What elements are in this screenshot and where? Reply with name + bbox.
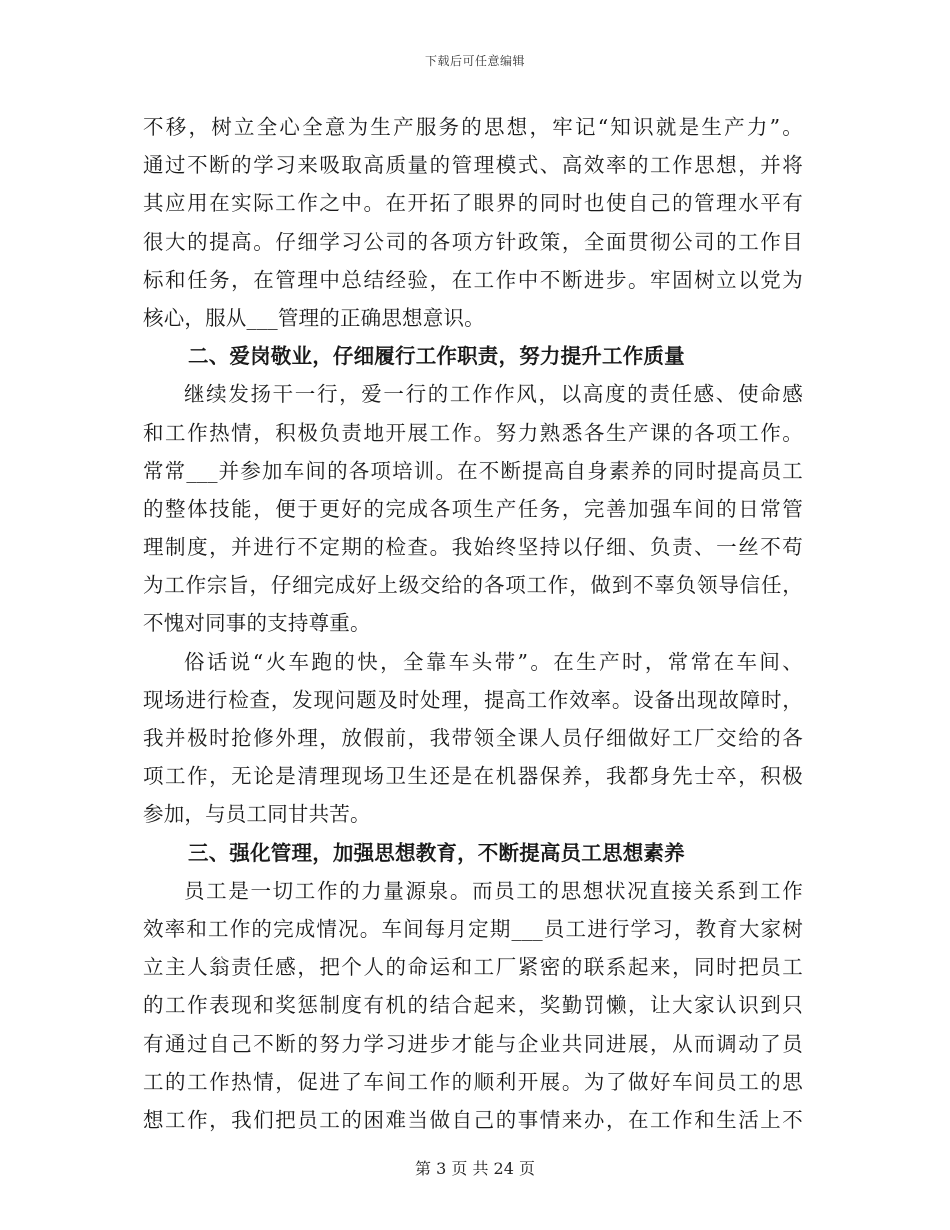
body-text-line: 工的工作热情，促进了车间工作的顺利开展。为了做好车间员工的思	[143, 1069, 803, 1094]
body-text-line: 项工作，无论是清理现场卫生还是在机器保养，我都身先士卒，积极	[143, 764, 803, 789]
body-text-line: 我并极时抢修外理，放假前，我带领全课人员仔细做好工厂交给的各	[143, 726, 803, 750]
body-text-line: 理制度，并进行不定期的检查。我始终坚持以仔细、负责、一丝不苟	[143, 535, 803, 560]
body-text-line: 通过不断的学习来吸取高质量的管理模式、高效率的工作思想，并将	[143, 153, 803, 178]
page-header: 下载后可任意编辑	[424, 54, 525, 68]
body-text-line: 和工作热情，积极负责地开展工作。努力熟悉各生产课的各项工作。	[143, 420, 803, 445]
section-heading: 二、爱岗敬业，仔细履行工作职责，努力提升工作质量	[188, 344, 685, 369]
page-number-footer: 第 3 页 共 24 页	[415, 1159, 535, 1178]
paragraph-first-line: 俗话说“火车跑的快，全靠车头带”。在生产时，常常在车间、	[184, 649, 803, 674]
paragraph-first-line: 继续发扬干一行，爱一行的工作作风，以高度的责任感、使命感	[184, 382, 803, 407]
body-text-line: 效率和工作的完成情况。车间每月定期___员工进行学习，教育大家树	[143, 916, 803, 941]
body-text-line: 其应用在实际工作之中。在开拓了眼界的同时也使自己的管理水平有	[143, 191, 803, 216]
body-text-line: 很大的提高。仔细学习公司的各项方针政策，全面贯彻公司的工作目	[143, 229, 803, 254]
paragraph-first-line: 员工是一切工作的力量源泉。而员工的思想状况直接关系到工作	[184, 878, 803, 903]
body-text-line: 有通过自己不断的努力学习进步才能与企业共同进展，从而调动了员	[143, 1031, 803, 1056]
body-text-line: 标和任务，在管理中总结经验，在工作中不断进步。牢固树立以党为	[143, 267, 803, 292]
body-text-line: 核心，服从___管理的正确思想意识。	[143, 305, 485, 330]
section-heading: 三、强化管理，加强思想教育，不断提高员工思想素养	[188, 840, 685, 865]
document-body	[143, 108, 803, 1139]
body-text-line: 的工作表现和奖惩制度有机的结合起来，奖勤罚懒，让大家认识到只	[143, 993, 803, 1018]
body-text-line: 参加，与员工同甘共苦。	[143, 802, 371, 827]
body-text-line: 的整体技能，便于更好的完成各项生产任务，完善加强车间的日常管	[143, 496, 803, 521]
body-text-line: 不移，树立全心全意为生产服务的思想，牢记“知识就是生产力”。	[143, 115, 803, 139]
body-text-line: 想工作，我们把员工的困难当做自己的事情来办，在工作和生活上不	[143, 1107, 803, 1132]
body-text-line: 现场进行检查，发现问题及时处理，提高工作效率。设备出现故障时，	[143, 687, 803, 712]
body-text-line: 为工作宗旨，仔细完成好上级交给的各项工作，做到不辜负领导信任，	[143, 573, 803, 598]
body-text-line: 不愧对同事的支持尊重。	[143, 611, 371, 636]
body-text-line: 常常___并参加车间的各项培训。在不断提高自身素养的同时提高员工	[143, 458, 803, 483]
body-text-line: 立主人翁责任感，把个人的命运和工厂紧密的联系起来，同时把员工	[143, 955, 803, 980]
